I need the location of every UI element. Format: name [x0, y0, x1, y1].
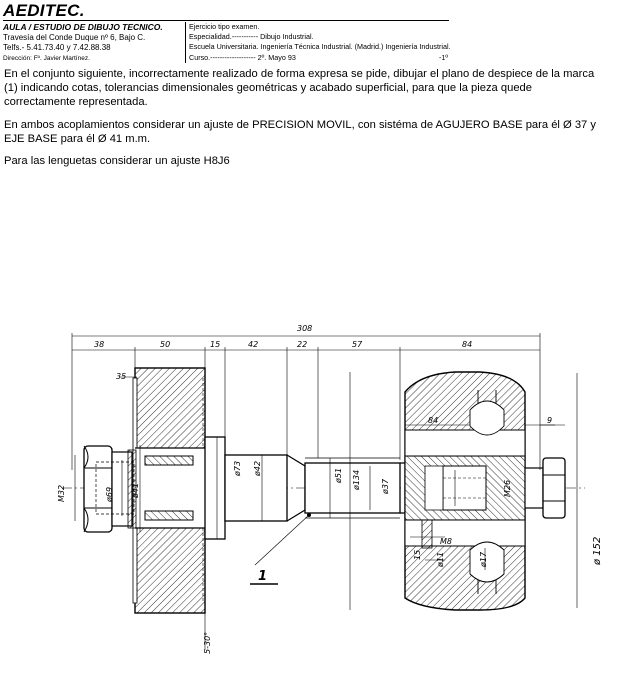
dim-9: 9: [547, 416, 553, 425]
exam-course-year: -1º: [439, 52, 449, 62]
dim-phi11: ø11: [436, 551, 445, 567]
dim-m26: M26: [503, 479, 512, 497]
dim-phi42: ø42: [253, 460, 262, 476]
dim-m8: M8: [440, 537, 452, 546]
dim-15b: 15: [413, 549, 422, 560]
school-name: AULA / ESTUDIO DE DIBUJO TECNICO.: [3, 22, 163, 32]
statement-paragraph-1: En el conjunto siguiente, incorrectamente realizado de forma expresa se pide, dibujar el plano de despiece de la marca (1) indicando cotas, tolerancias dimensionales geométricas y acabado superficial, para que la pieza quede correctamente representada.: [4, 68, 595, 109]
dim-phi69: ø69: [105, 486, 114, 502]
school-address: Travesía del Conde Duque nº 6, Bajo C.: [3, 32, 146, 42]
dim-57: 57: [352, 340, 363, 349]
exam-speciality: Especialidad.----------- Dibujo Industrial.: [189, 32, 314, 42]
dim-phi152: ø 152: [592, 536, 603, 565]
dim-phi41: ø41: [131, 482, 140, 498]
left-gear: [133, 368, 205, 613]
exam-school: Escuela Universitaria. Ingeniería Técnica Industrial. (Madrid.) Ingeniería Industrial.: [189, 42, 451, 52]
dim-phi17: ø17: [479, 551, 488, 567]
dim-42: 42: [248, 340, 259, 349]
part-mark-1: 1: [258, 569, 268, 584]
exam-course-date: Curso.------------------- 2º. Mayo 93: [189, 52, 296, 62]
dim-15: 15: [210, 340, 221, 349]
dim-84-inner: 84: [428, 416, 439, 425]
dim-22: 22: [297, 340, 308, 349]
dim-35: 35: [116, 372, 127, 381]
right-bolt: [525, 458, 565, 518]
dim-phi73: ø73: [233, 460, 242, 476]
dim-total: 308: [297, 324, 313, 333]
exam-type: Ejercicio tipo examen.: [189, 22, 260, 31]
dim-m32: M32: [57, 484, 66, 502]
dim-phi134: ø134: [352, 469, 361, 490]
dim-84: 84: [462, 340, 473, 349]
statement-paragraph-3: Para las lenguetas considerar un ajuste H8J6: [4, 155, 230, 167]
dim-taper: 5-30°: [203, 631, 212, 654]
dim-phi37: ø37: [381, 478, 390, 494]
dim-phi51: ø51: [334, 467, 343, 483]
dim-38: 38: [94, 340, 105, 349]
logo: AEDITEC.: [3, 1, 85, 20]
school-phones: Telfs.- 5.41.73.40 y 7.42.88.38: [3, 43, 111, 52]
school-director: Dirección: Fº. Javier Martínez.: [3, 54, 90, 62]
dim-50: 50: [160, 340, 171, 349]
statement-paragraph-2: En ambos acoplamientos considerar un ajuste de PRECISION MOVIL, con sistéma de AGUJERO BASE para él Ø 37 y EJE BASE para él Ø 41 m.m.: [4, 119, 596, 146]
